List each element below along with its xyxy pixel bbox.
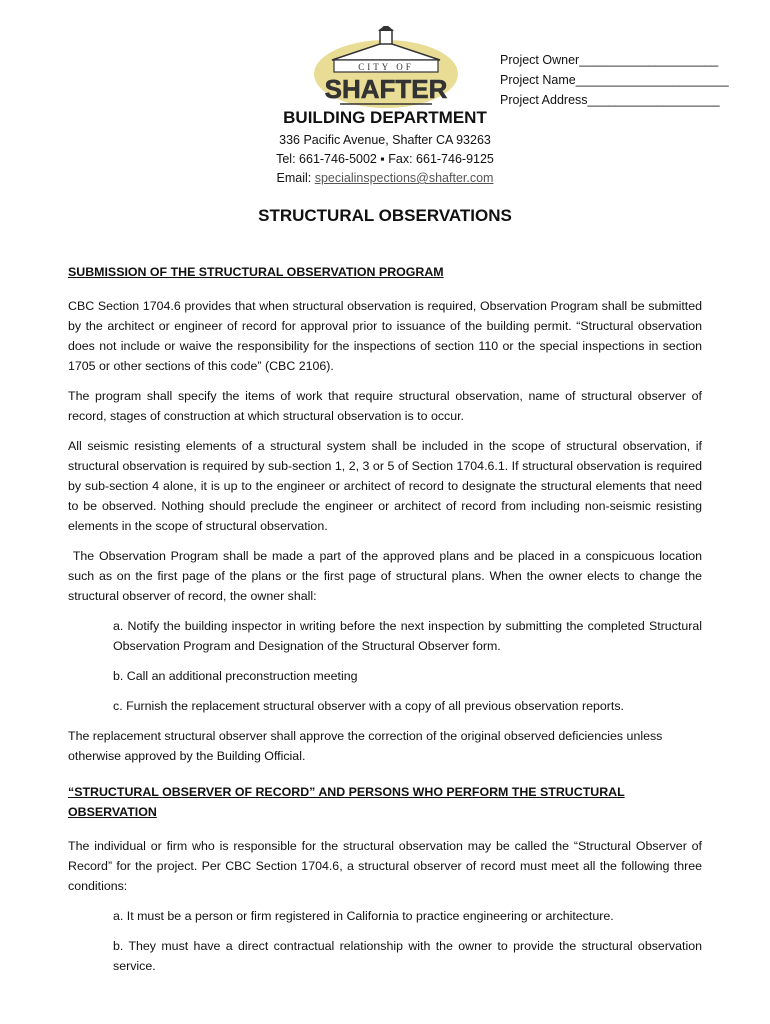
city-of-shafter-logo	[310, 26, 462, 110]
paragraph: All seismic resisting elements of a structural system shall be included in the scope of structural observation, if structural observation is required by sub-section 1, 2, 3 or 5 of Section 1704.6.1. If structural observation is required by sub-section 4 alone, it is up to the engineer or architect of record to designate the structural elements that need to be observed. Nothing should preclude the engineer or architect of record from including non-seismic resisting elements in the scope of structural observation.	[68, 439, 702, 533]
project-name-field[interactable]: Project Name______________________	[500, 73, 729, 87]
svg-text:CITY OF: CITY OF	[358, 62, 414, 72]
project-address-field[interactable]: Project Address___________________	[500, 93, 720, 107]
email-link[interactable]: specialinspections@shafter.com	[314, 171, 494, 185]
department-phone: Tel: 661-746-5002 ▪ Fax: 661-746-9125	[276, 152, 494, 166]
list-item: b. Call an additional preconstruction meeting	[113, 669, 358, 683]
paragraph: The Observation Program shall be made a part of the approved plans and be placed in a conspicuous location such as on the first page of the plans or the first page of structural plans. When the owner elects to change the structural observer of record, the owner shall:	[68, 549, 706, 603]
project-fields	[500, 50, 729, 110]
list-item: a. Notify the building inspector in writing before the next inspection by submitting the completed Structural Observation Program and Designation of the Structural Observer form.	[113, 619, 702, 653]
section-heading-submission: SUBMISSION OF THE STRUCTURAL OBSERVATION PROGRAM	[68, 265, 444, 279]
project-owner-field[interactable]: Project Owner____________________	[500, 53, 719, 67]
list-item: a. It must be a person or firm registered in California to practice engineering or architecture.	[113, 909, 614, 923]
department-email	[0, 171, 770, 185]
paragraph: The program shall specify the items of work that require structural observation, name of structural observer of record, stages of construction at which structural observation is to occur.	[68, 389, 702, 423]
paragraph: CBC Section 1704.6 provides that when structural observation is required, Observation Program shall be submitted by the architect or engineer of record for approval prior to issuance of the building permit. “Structural observation does not include or waive the responsibility for the inspections of section 110 or the special inspections in section 1705 or other sections of this code” (CBC 2106).	[68, 299, 702, 373]
document-title: STRUCTURAL OBSERVATIONS	[258, 206, 512, 225]
email-label: Email:	[276, 171, 315, 185]
department-title: BUILDING DEPARTMENT	[283, 108, 487, 127]
paragraph: The individual or firm who is responsible for the structural observation may be called the “Structural Observer of Record” for the project. Per CBC Section 1704.6, a structural observer of record must meet all the following three conditions:	[68, 839, 702, 893]
paragraph: The replacement structural observer shall approve the correction of the original observed deficiencies unless otherwise approved by the Building Official.	[68, 729, 663, 763]
list-item: b. They must have a direct contractual relationship with the owner to provide the structural observation service.	[113, 939, 702, 973]
department-address: 336 Pacific Avenue, Shafter CA 93263	[279, 133, 491, 147]
document-body	[68, 262, 706, 976]
section-heading-observer: “STRUCTURAL OBSERVER OF RECORD” AND PERSONS WHO PERFORM THE STRUCTURAL OBSERVATION	[68, 785, 625, 819]
list-item: c. Furnish the replacement structural observer with a copy of all previous observation reports.	[113, 699, 625, 713]
svg-text:SHAFTER: SHAFTER	[324, 74, 448, 104]
